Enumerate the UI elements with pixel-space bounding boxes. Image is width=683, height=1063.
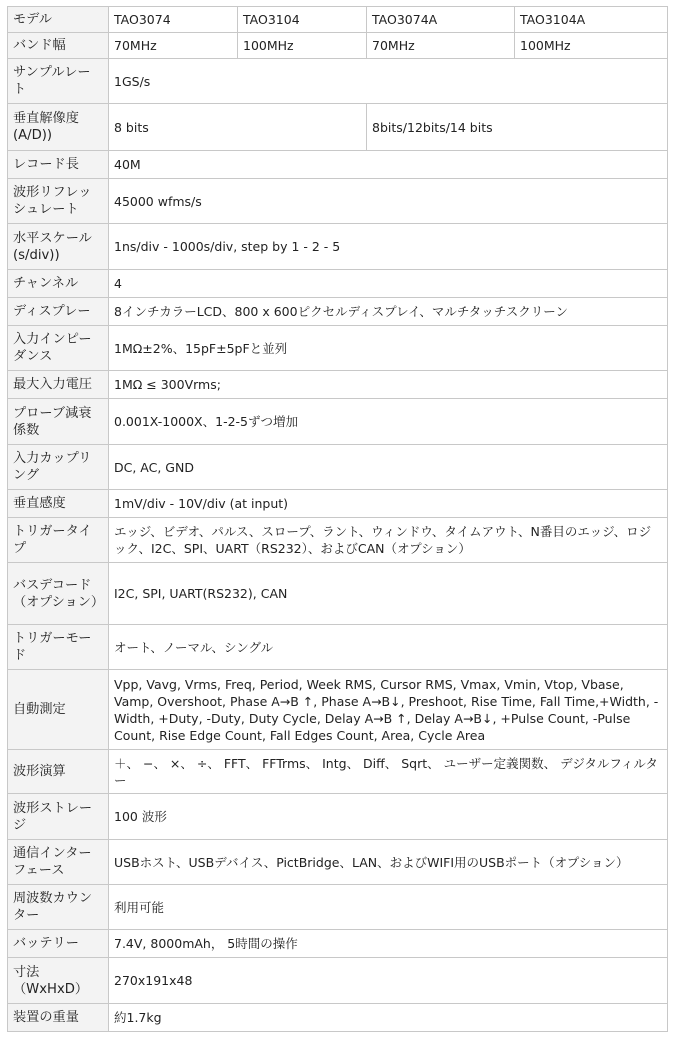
row-value: USBホスト、USBデバイス、PictBridge、LAN、およびWIFI用のUSBポート（オプション） [109,840,668,885]
table-row [8,326,668,371]
resolution-cell: 8bits/12bits/14 bits [367,104,668,151]
table-row [8,270,668,298]
table-row [8,490,668,518]
row-label: 波形リフレッシュレート [8,179,109,224]
table-row [8,298,668,326]
resolution-cell: 8 bits [109,104,367,151]
row-label: 波形ストレージ [8,794,109,840]
row-value: 270x191x48 [109,958,668,1004]
row-label: レコード長 [8,151,109,179]
row-label: トリガータイプ [8,518,109,563]
row-value: I2C, SPI, UART(RS232), CAN [109,563,668,625]
row-value: DC, AC, GND [109,445,668,490]
model-cell: TAO3104A [515,7,668,33]
row-label: 自動測定 [8,670,109,750]
table-row [8,371,668,399]
table-row [8,840,668,885]
row-label: サンプルレート [8,59,109,104]
row-value: 約1.7kg [109,1004,668,1032]
bandwidth-cell: 70MHz [367,33,515,59]
bandwidth-cell: 100MHz [238,33,367,59]
row-value: 100 波形 [109,794,668,840]
table-row [8,625,668,670]
table-row [8,958,668,1004]
table-row [8,399,668,445]
row-label: 垂直感度 [8,490,109,518]
row-value: 1MΩ±2%、15pF±5pFと並列 [109,326,668,371]
table-row [8,930,668,958]
table-row [8,179,668,224]
row-label: 寸法（WxHxD） [8,958,109,1004]
row-value: 利用可能 [109,885,668,930]
row-label: 周波数カウンター [8,885,109,930]
table-row [8,750,668,794]
row-label: チャンネル [8,270,109,298]
table-row [8,885,668,930]
row-label: ディスプレー [8,298,109,326]
row-value: 0.001X-1000X、1-2-5ずつ増加 [109,399,668,445]
table-row [8,151,668,179]
row-value: 1GS/s [109,59,668,104]
row-label: 装置の重量 [8,1004,109,1032]
row-value: 8インチカラーLCD、800 x 600ピクセルディスプレイ、マルチタッチスクリーン [109,298,668,326]
row-label: 入力インピーダンス [8,326,109,371]
model-cell: TAO3074A [367,7,515,33]
table-row [8,794,668,840]
row-label: モデル [8,7,109,33]
row-label: トリガーモード [8,625,109,670]
row-value: オート、ノーマル、シングル [109,625,668,670]
row-value: 1mV/div - 10V/div (at input) [109,490,668,518]
row-value: 7.4V, 8000mAh， 5時間の操作 [109,930,668,958]
table-row [8,563,668,625]
row-value: 1ns/div - 1000s/div, step by 1 - 2 - 5 [109,224,668,270]
table-row [8,1004,668,1032]
row-label: 垂直解像度(A/D)) [8,104,109,151]
table-row [8,518,668,563]
row-label: バスデコード（オプション） [8,563,109,625]
row-value: 1MΩ ≤ 300Vrms; [109,371,668,399]
model-cell: TAO3104 [238,7,367,33]
row-value: ＋、 −、 ×、 ÷、 FFT、 FFTrms、 Intg、 Diff、 Sqrt、 ユーザー定義関数、 デジタルフィルター [109,750,668,794]
row-label: バッテリー [8,930,109,958]
row-value: Vpp, Vavg, Vrms, Freq, Period, Week RMS, Cursor RMS, Vmax, Vmin, Vtop, Vbase, Vamp, Overshoot, Phase A→B ↑, Phase A→B↓, Preshoot, Rise Time, Fall Time,+Width, -Width, +Duty, -Duty, Duty Cycle, Delay A→B ↑, Delay A→B↓, +Pulse Count, -Pulse Count, Rise Edge Count, Fall Edges Count, Area, Cycle Area [109,670,668,750]
table-row [8,59,668,104]
bandwidth-cell: 70MHz [109,33,238,59]
row-label: 通信インターフェース [8,840,109,885]
row-label: 最大入力電圧 [8,371,109,399]
table-row [8,33,668,59]
row-label: 入力カップリング [8,445,109,490]
row-label: 水平スケール(s/div)) [8,224,109,270]
table-row [8,7,668,33]
row-value: エッジ、ビデオ、パルス、スロープ、ラント、ウィンドウ、タイムアウト、N番目のエッジ、ロジック、I2C、SPI、UART（RS232）、およびCAN（オプション） [109,518,668,563]
bandwidth-cell: 100MHz [515,33,668,59]
row-value: 40M [109,151,668,179]
spec-table-wrapper [7,6,668,1032]
model-cell: TAO3074 [109,7,238,33]
row-label: プローブ減衰係数 [8,399,109,445]
table-row [8,445,668,490]
table-row [8,224,668,270]
row-value: 45000 wfms/s [109,179,668,224]
row-label: バンド幅 [8,33,109,59]
table-row [8,670,668,750]
spec-table [7,6,668,1032]
row-value: 4 [109,270,668,298]
table-row [8,104,668,151]
row-label: 波形演算 [8,750,109,794]
